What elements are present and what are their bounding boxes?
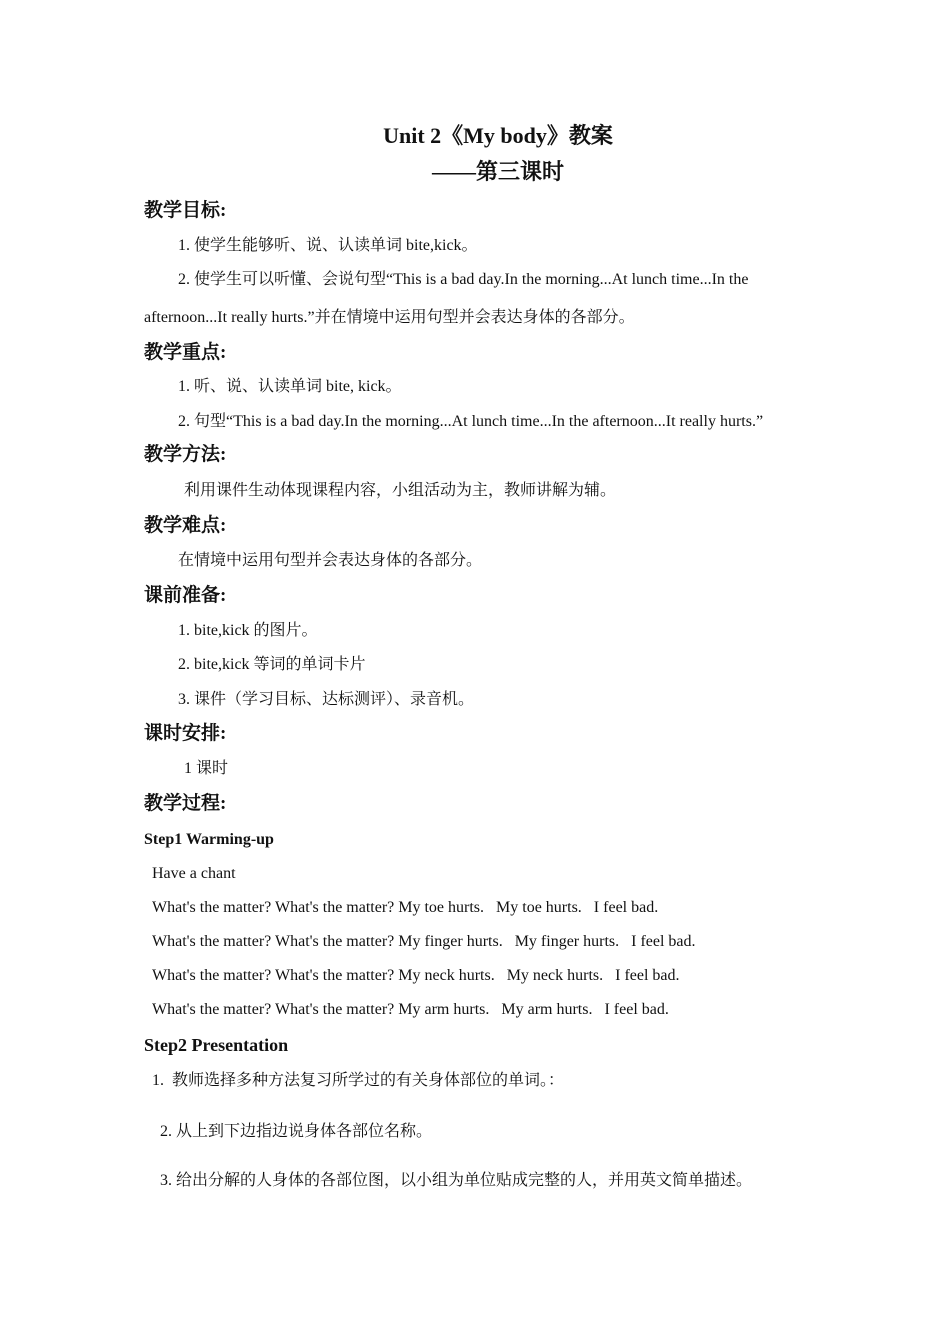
step1-title: Step1 Warming-up bbox=[144, 831, 274, 848]
process-heading: 教学过程: bbox=[144, 793, 227, 814]
preparation-item-1: 1. bite,kick 的图片。 bbox=[178, 622, 318, 639]
preparation-heading: 课前准备: bbox=[144, 585, 227, 606]
key-point-item-1: 1. 听、说、认读单词 bite, kick。 bbox=[178, 378, 402, 395]
objectives-heading: 教学目标: bbox=[144, 200, 227, 221]
chant-line-1: What's the matter? What's the matter? My toe hurts. My toe hurts. I feel bad. bbox=[152, 899, 659, 916]
step2-title: Step2 Presentation bbox=[144, 1035, 289, 1055]
preparation-item-3: 3. 课件（学习目标、达标测评）、录音机。 bbox=[178, 691, 475, 708]
presentation-item-1: 1. 教师选择多种方法复习所学过的有关身体部位的单词。： bbox=[152, 1072, 565, 1089]
chant-line-4: What's the matter? What's the matter? My arm hurts. My arm hurts. I feel bad. bbox=[152, 1001, 669, 1018]
key-point-item-2: 2. 句型“This is a bad day.In the morning...At lunch time...In the afternoon...It really hurts.” bbox=[178, 413, 764, 430]
objective-item-1: 1. 使学生能够听、说、认读单词 bite,kick。 bbox=[178, 237, 478, 254]
methods-heading: 教学方法: bbox=[144, 444, 227, 465]
schedule-heading: 课时安排: bbox=[144, 723, 227, 744]
schedule-text: 1 课时 bbox=[184, 760, 229, 777]
document-subtitle: ——第三课时 bbox=[431, 159, 564, 184]
presentation-item-2: 2. 从上到下边指边说身体各部位名称。 bbox=[160, 1123, 433, 1140]
methods-text: 利用课件生动体现课程内容，小组活动为主，教师讲解为辅。 bbox=[184, 482, 617, 499]
preparation-item-2: 2. bite,kick 等词的单词卡片 bbox=[178, 656, 366, 673]
chant-line-3: What's the matter? What's the matter? My neck hurts. My neck hurts. I feel bad. bbox=[152, 967, 680, 984]
objective-item-2: 2. 使学生可以听懂、会说句型“This is a bad day.In the morning...At lunch time...In the bbox=[178, 271, 749, 288]
difficulties-heading: 教学难点: bbox=[144, 515, 227, 536]
difficulties-text: 在情境中运用句型并会表达身体的各部分。 bbox=[178, 552, 483, 569]
presentation-item-3: 3. 给出分解的人身体的各部位图，以小组为单位贴成完整的人，并用英文简单描述。 bbox=[160, 1172, 753, 1189]
step1-intro: Have a chant bbox=[152, 865, 236, 882]
objective-item-2-continued: afternoon...It really hurts.”并在情境中运用句型并会表达身体的各部分。 bbox=[144, 309, 635, 326]
document-title: Unit 2《My body》教案 bbox=[383, 123, 613, 148]
chant-line-2: What's the matter? What's the matter? My finger hurts. My finger hurts. I feel bad. bbox=[152, 933, 696, 950]
key-points-heading: 教学重点: bbox=[144, 342, 227, 363]
